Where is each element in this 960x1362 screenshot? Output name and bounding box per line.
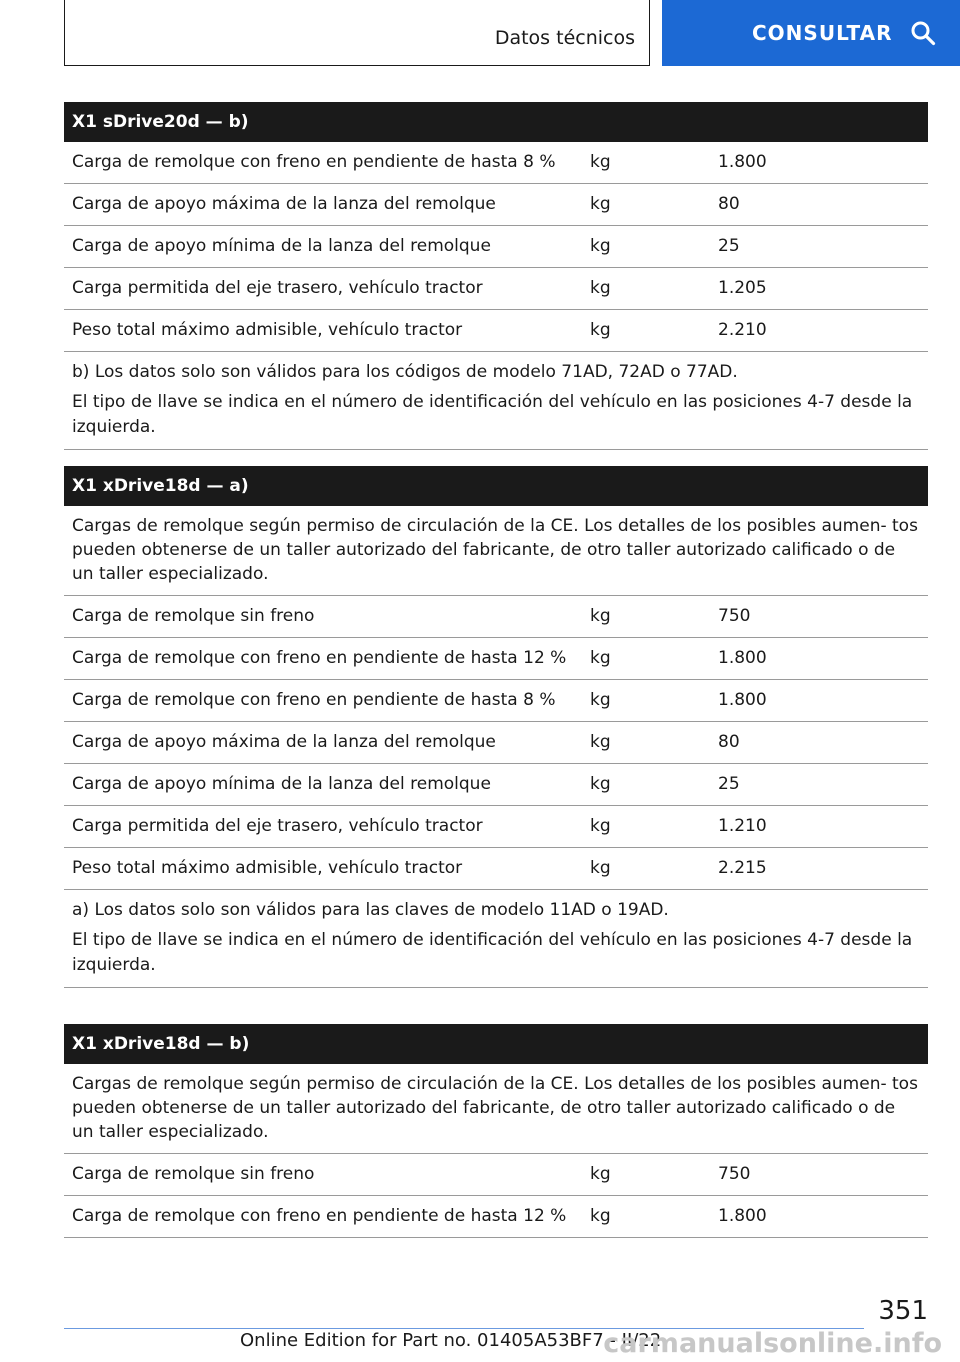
row-value: 750 <box>718 606 751 626</box>
table-row <box>64 1196 928 1238</box>
section-x1-xdrive18d-a <box>64 466 928 988</box>
section-notes <box>64 890 928 988</box>
row-unit: kg <box>590 732 611 752</box>
table-row <box>64 310 928 352</box>
row-value: 1.210 <box>718 816 767 836</box>
section-intro: Cargas de remolque según permiso de circulación de la CE. Los detalles de los posibles aumen- tos pueden obtenerse de un taller autorizado del fabricante, de otro taller autorizado calificado o de un taller especializado. <box>64 1064 928 1154</box>
table-row <box>64 184 928 226</box>
row-value: 25 <box>718 774 740 794</box>
row-value: 80 <box>718 732 740 752</box>
section-x1-xdrive18d-b <box>64 1024 928 1238</box>
row-desc: Carga de remolque sin freno <box>72 1164 315 1184</box>
row-unit: kg <box>590 648 611 668</box>
section-x1-sdrive20d-b <box>64 102 928 450</box>
row-unit: kg <box>590 816 611 836</box>
table-row <box>64 680 928 722</box>
row-unit: kg <box>590 1206 611 1226</box>
section-intro: Cargas de remolque según permiso de circulación de la CE. Los detalles de los posibles aumen- tos pueden obtenerse de un taller autorizado del fabricante, de otro taller autorizado calificado o de un taller especializado. <box>64 506 928 596</box>
table-row <box>64 268 928 310</box>
watermark: carmanualsonline.info <box>603 1328 942 1359</box>
row-desc: Peso total máximo admisible, vehículo tractor <box>72 320 463 340</box>
table-row <box>64 226 928 268</box>
table-row <box>64 848 928 890</box>
row-desc: Carga permitida del eje trasero, vehículo tractor <box>72 278 483 298</box>
row-unit: kg <box>590 606 611 626</box>
table-row <box>64 638 928 680</box>
row-value: 1.800 <box>718 648 767 668</box>
row-desc: Carga de remolque sin freno <box>72 606 315 626</box>
section-notes <box>64 352 928 450</box>
row-unit: kg <box>590 690 611 710</box>
row-desc: Carga de apoyo mínima de la lanza del remolque <box>72 774 491 794</box>
edition-text: Online Edition for Part no. 01405A53BF7 - II/22 <box>240 1330 662 1351</box>
section-title-bar: X1 xDrive18d — a) <box>64 466 928 506</box>
row-unit: kg <box>590 1164 611 1184</box>
key-note: El tipo de llave se indica en el número de identificación del vehículo en las posiciones 4-7 desde la izquierda. <box>72 392 913 437</box>
search-icon <box>910 20 936 46</box>
row-value: 80 <box>718 194 740 214</box>
page-number: 351 <box>878 1296 928 1326</box>
row-value: 1.800 <box>718 1206 767 1226</box>
row-value: 25 <box>718 236 740 256</box>
row-unit: kg <box>590 320 611 340</box>
section-title-bar: X1 sDrive20d — b) <box>64 102 928 142</box>
consult-button[interactable] <box>662 0 960 66</box>
row-desc: Carga de remolque con freno en pendiente de hasta 8 % <box>72 690 556 710</box>
row-desc: Carga de apoyo máxima de la lanza del remolque <box>72 194 496 214</box>
row-unit: kg <box>590 194 611 214</box>
row-desc: Carga de apoyo mínima de la lanza del remolque <box>72 236 491 256</box>
row-value: 1.800 <box>718 690 767 710</box>
table-row <box>64 806 928 848</box>
section-title: Datos técnicos <box>494 27 635 49</box>
row-unit: kg <box>590 858 611 878</box>
footnote: a) Los datos solo son válidos para las claves de modelo 11AD o 19AD. <box>72 900 669 920</box>
row-value: 2.210 <box>718 320 767 340</box>
row-value: 2.215 <box>718 858 767 878</box>
header-title-box <box>64 0 650 66</box>
row-value: 1.205 <box>718 278 767 298</box>
table-row <box>64 722 928 764</box>
row-desc: Carga de remolque con freno en pendiente de hasta 12 % <box>72 1206 567 1226</box>
table-row <box>64 1154 928 1196</box>
row-desc: Carga de remolque con freno en pendiente de hasta 12 % <box>72 648 567 668</box>
row-unit: kg <box>590 774 611 794</box>
key-note: El tipo de llave se indica en el número de identificación del vehículo en las posiciones 4-7 desde la izquierda. <box>72 930 913 975</box>
table-row <box>64 596 928 638</box>
row-unit: kg <box>590 236 611 256</box>
table-row <box>64 142 928 184</box>
footnote: b) Los datos solo son válidos para los códigos de modelo 71AD, 72AD o 77AD. <box>72 362 738 382</box>
row-unit: kg <box>590 278 611 298</box>
row-value: 750 <box>718 1164 751 1184</box>
section-title-bar: X1 xDrive18d — b) <box>64 1024 928 1064</box>
row-value: 1.800 <box>718 152 767 172</box>
consult-label: CONSULTAR <box>752 21 893 45</box>
row-desc: Carga de apoyo máxima de la lanza del remolque <box>72 732 496 752</box>
table-row <box>64 764 928 806</box>
row-desc: Peso total máximo admisible, vehículo tractor <box>72 858 463 878</box>
row-desc: Carga de remolque con freno en pendiente de hasta 8 % <box>72 152 556 172</box>
row-unit: kg <box>590 152 611 172</box>
row-desc: Carga permitida del eje trasero, vehículo tractor <box>72 816 483 836</box>
